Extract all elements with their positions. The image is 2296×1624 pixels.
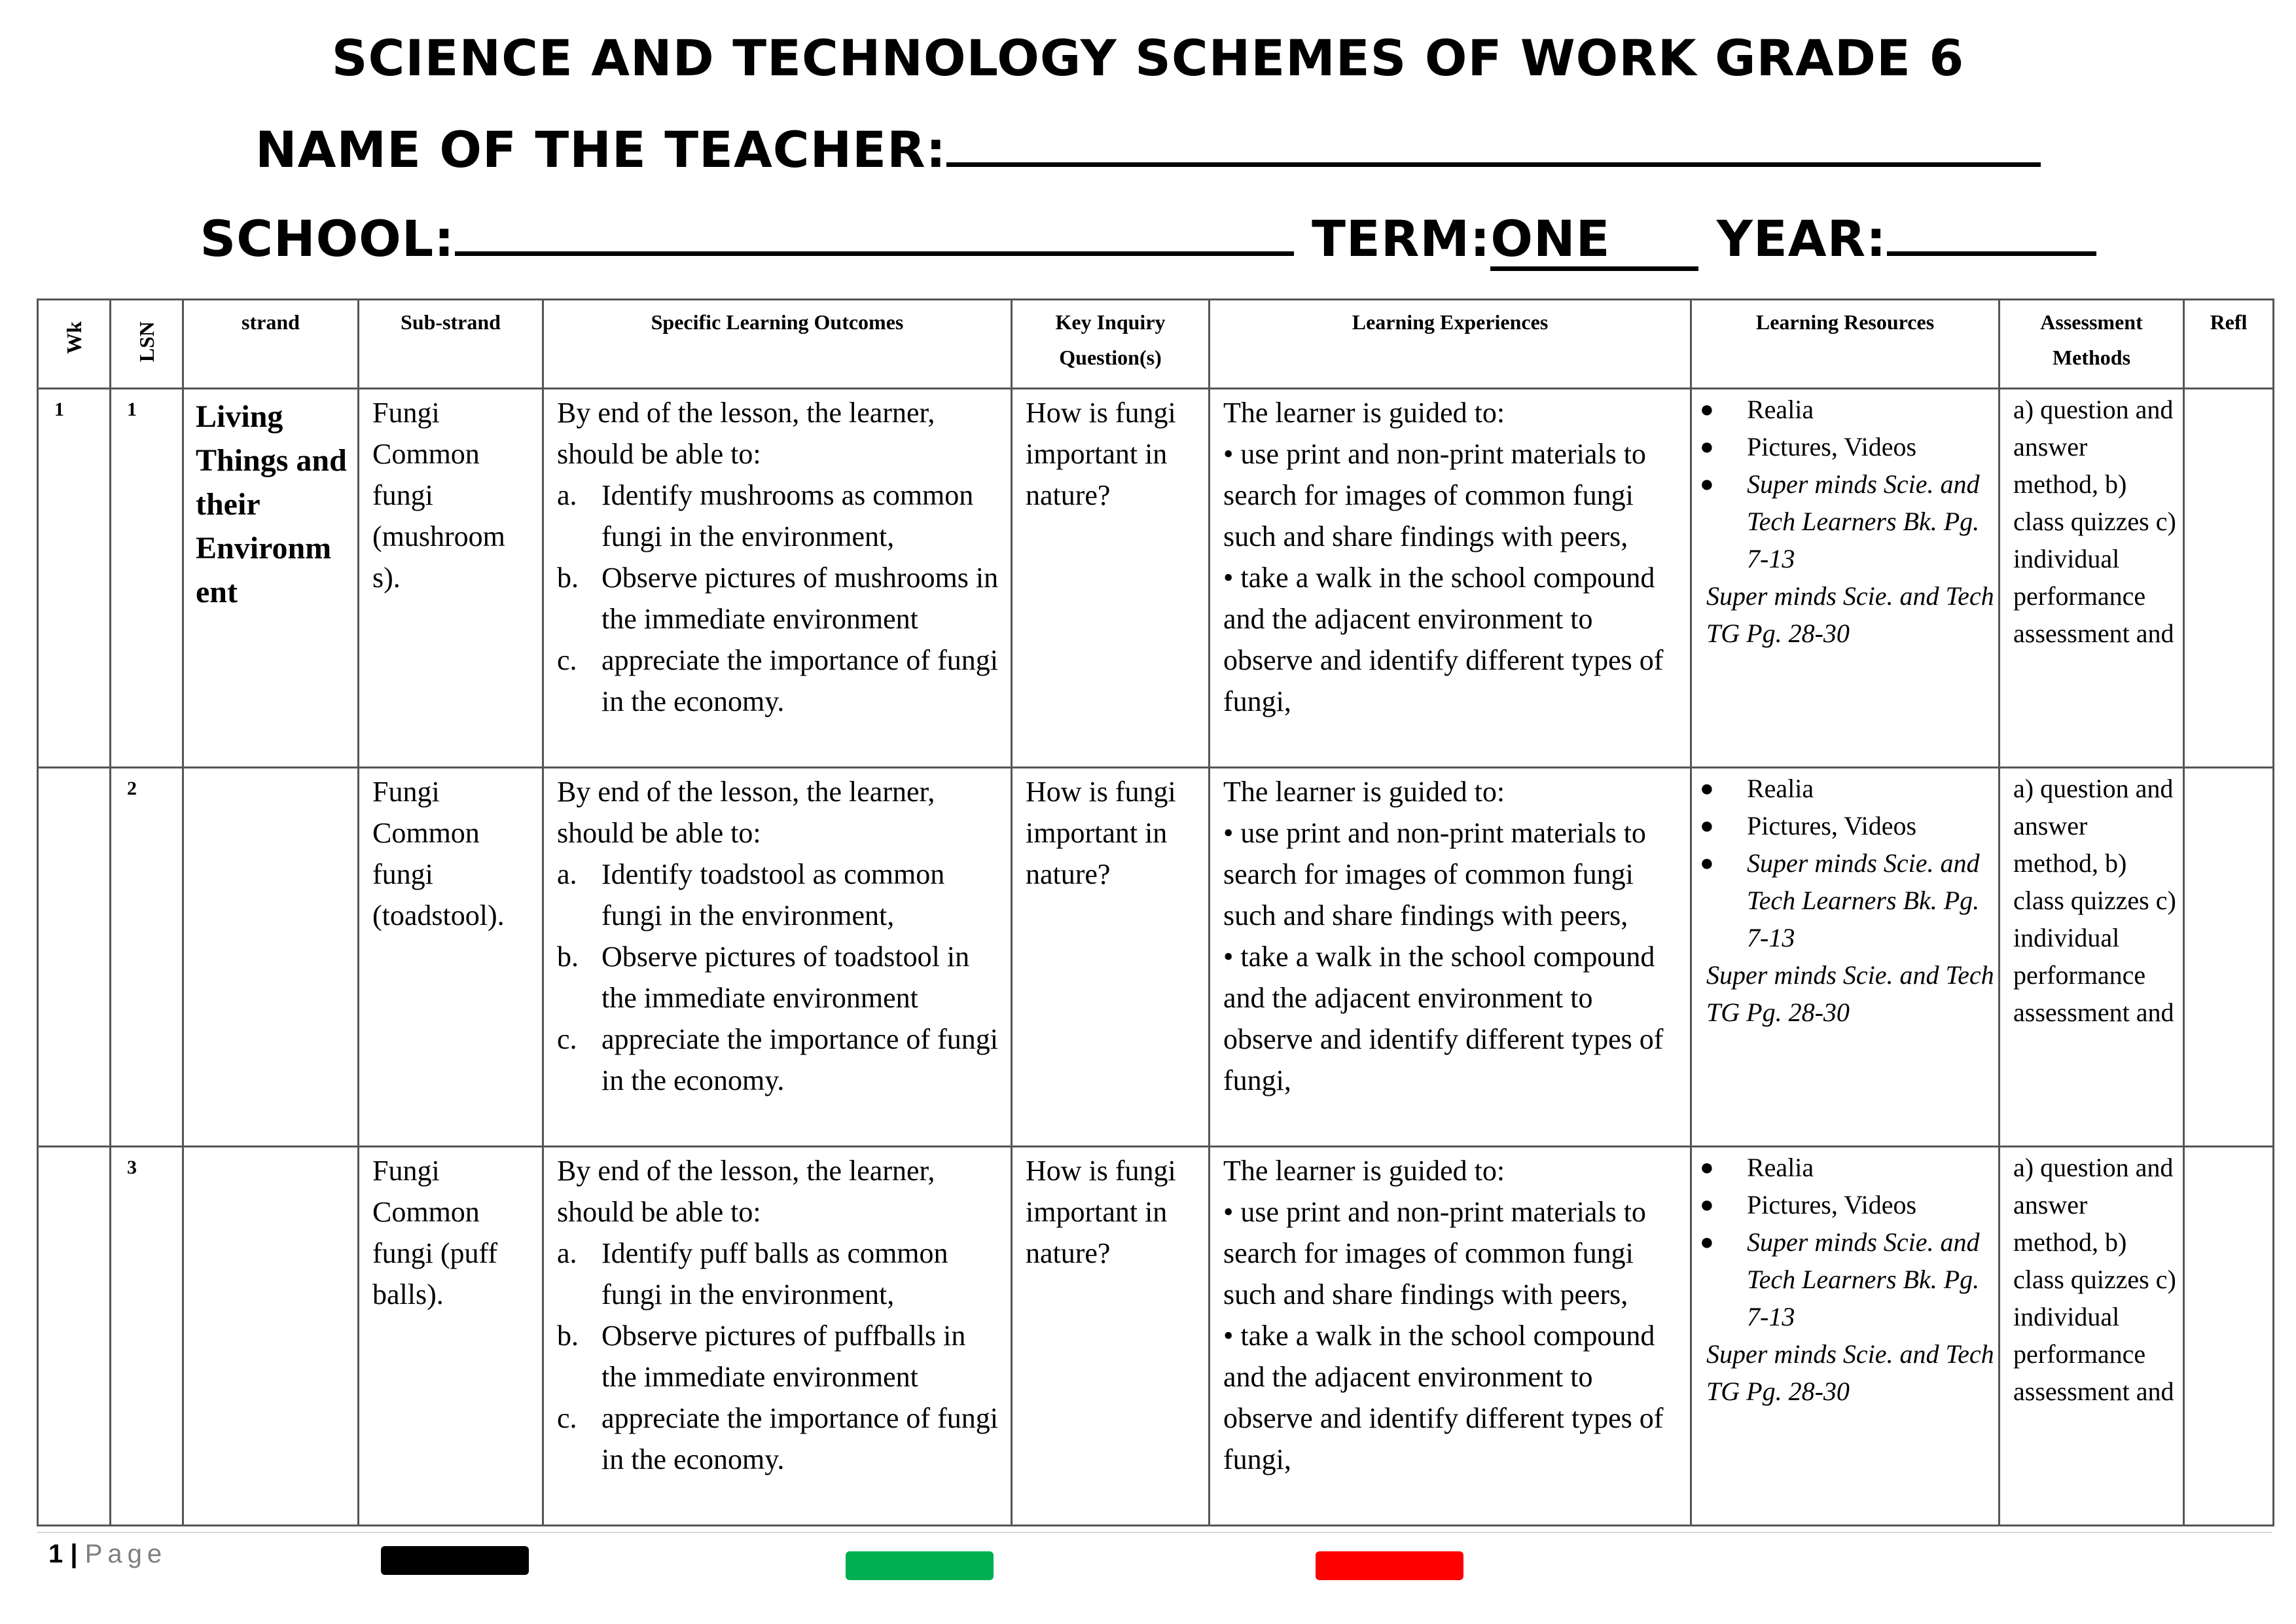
footer-color-bar-black	[381, 1546, 529, 1575]
outcome-text: appreciate the importance of fungi in the economy.	[601, 1402, 998, 1475]
inquiry-question-cell: How is fungi important in nature?	[1012, 768, 1210, 1147]
bullet-icon: ●	[1700, 775, 1714, 801]
teacher-line	[0, 119, 2296, 179]
resources-cell	[1691, 389, 2000, 768]
page-footer	[48, 1540, 167, 1569]
experiences-intro: The learner is guided to:	[1223, 397, 1505, 429]
substrand-cell: Fungi Common fungi (puff balls).	[359, 1147, 543, 1526]
outcome-item	[557, 475, 1005, 557]
resource-item-tg: Super minds Scie. and Tech TG Pg. 28-30	[1706, 1339, 1994, 1406]
footer-color-bar-green	[846, 1551, 994, 1580]
year-label: YEAR:	[1716, 209, 1887, 268]
bullet-icon: ●	[1700, 433, 1714, 460]
resource-item-tg: Super minds Scie. and Tech TG Pg. 28-30	[1706, 960, 1994, 1027]
outcome-text: Observe pictures of puffballs in the immediate environment	[601, 1320, 966, 1393]
substrand-cell: Fungi Common fungi (mushroom s).	[359, 389, 543, 768]
outcomes-intro: By end of the lesson, the learner, should be able to:	[557, 397, 935, 470]
week-cell: 1	[38, 389, 111, 768]
outcome-item	[557, 640, 1005, 722]
bullet-icon: ●	[1700, 1191, 1714, 1218]
resource-item: ● Realia	[1697, 391, 1994, 428]
table-row	[38, 768, 2274, 1147]
term-value: ONE	[1490, 214, 1698, 271]
col-header-assessment: Assessment Methods	[2000, 300, 2184, 389]
outcome-item	[557, 557, 1005, 640]
resource-item: ● Pictures, Videos	[1697, 428, 1994, 465]
col-header-resources: Learning Resources	[1691, 300, 2000, 389]
col-header-inquiry: Key Inquiry Question(s)	[1012, 300, 1210, 389]
lesson-cell: 3	[111, 1147, 183, 1526]
assessment-cell: a) question and answer method, b) class quizzes c) individual performance assessment and	[2000, 1147, 2184, 1526]
col-header-strand: strand	[183, 300, 359, 389]
resource-item: ● Realia	[1697, 1149, 1994, 1186]
col-header-outcomes: Specific Learning Outcomes	[543, 300, 1012, 389]
outcome-text: Observe pictures of toadstool in the immediate environment	[601, 941, 970, 1014]
outcome-item	[557, 854, 1005, 936]
outcome-letter: a.	[557, 858, 577, 890]
assessment-cell: a) question and answer method, b) class quizzes c) individual performance assessment and	[2000, 389, 2184, 768]
year-blank	[1887, 208, 2096, 256]
inquiry-question-cell: How is fungi important in nature?	[1012, 389, 1210, 768]
strand-cell	[183, 1147, 359, 1526]
footer-separator: |	[70, 1540, 78, 1568]
table-header-row	[38, 300, 2274, 389]
bullet-icon: ●	[1700, 396, 1714, 422]
outcome-text: appreciate the importance of fungi in the economy.	[601, 1023, 998, 1096]
school-term-year-line	[0, 208, 2296, 271]
outcome-item	[557, 1233, 1005, 1315]
strand-cell: Living Things and their Environm ent	[183, 389, 359, 768]
outcome-letter: b.	[557, 562, 579, 594]
outcome-letter: b.	[557, 941, 579, 973]
experiences-cell	[1210, 768, 1691, 1147]
page-label: Page	[84, 1540, 168, 1568]
outcomes-cell	[543, 389, 1012, 768]
week-cell	[38, 1147, 111, 1526]
teacher-name-blank	[946, 119, 2041, 167]
page-number: 1	[48, 1540, 63, 1568]
experience-item: • use print and non-print materials to search for images of common fungi such and share findings with peers,	[1223, 1196, 1646, 1310]
bullet-icon: ●	[1700, 471, 1714, 497]
outcome-text: Identify mushrooms as common fungi in the environment,	[601, 479, 974, 552]
outcome-text: appreciate the importance of fungi in the economy.	[601, 644, 998, 717]
outcome-letter: a.	[557, 1237, 577, 1269]
outcome-item	[557, 936, 1005, 1019]
inquiry-question-cell: How is fungi important in nature?	[1012, 1147, 1210, 1526]
table-row	[38, 389, 2274, 768]
bullet-icon: ●	[1700, 850, 1714, 876]
outcome-text: Identify toadstool as common fungi in the environment,	[601, 858, 945, 931]
experiences-intro: The learner is guided to:	[1223, 1155, 1505, 1187]
col-header-lsn: LSN	[111, 300, 183, 389]
col-header-experiences: Learning Experiences	[1210, 300, 1691, 389]
outcomes-intro: By end of the lesson, the learner, should be able to:	[557, 1155, 935, 1228]
assessment-cell: a) question and answer method, b) class quizzes c) individual performance assessment and	[2000, 768, 2184, 1147]
resource-item: ● Pictures, Videos	[1697, 807, 1994, 844]
resource-item: ● Super minds Scie. and Tech Learners Bk. Pg. 7-13	[1697, 1223, 1994, 1335]
outcome-item	[557, 1398, 1005, 1480]
outcome-text: Identify puff balls as common fungi in the environment,	[601, 1237, 948, 1310]
outcome-item	[557, 1315, 1005, 1398]
bullet-icon: ●	[1700, 812, 1714, 839]
col-header-reflection: Refl	[2184, 300, 2274, 389]
outcome-letter: b.	[557, 1320, 579, 1352]
strand-cell	[183, 768, 359, 1147]
outcome-item	[557, 1019, 1005, 1101]
outcome-letter: c.	[557, 1023, 577, 1055]
experiences-intro: The learner is guided to:	[1223, 776, 1505, 808]
outcomes-cell	[543, 768, 1012, 1147]
substrand-cell: Fungi Common fungi (toadstool).	[359, 768, 543, 1147]
resource-item: ● Realia	[1697, 770, 1994, 807]
outcome-letter: c.	[557, 644, 577, 676]
school-blank	[455, 208, 1294, 256]
footer-divider	[37, 1532, 2272, 1533]
lesson-cell: 2	[111, 768, 183, 1147]
reflection-cell	[2184, 389, 2274, 768]
resources-cell	[1691, 768, 2000, 1147]
experiences-cell	[1210, 1147, 1691, 1526]
teacher-label: NAME OF THE TEACHER:	[255, 120, 947, 179]
outcome-letter: a.	[557, 479, 577, 511]
resources-cell	[1691, 1147, 2000, 1526]
lesson-cell: 1	[111, 389, 183, 768]
col-header-wk: Wk	[38, 300, 111, 389]
experience-item: • use print and non-print materials to search for images of common fungi such and share findings with peers,	[1223, 817, 1646, 931]
bullet-icon: ●	[1700, 1154, 1714, 1180]
experience-item: • use print and non-print materials to search for images of common fungi such and share findings with peers,	[1223, 438, 1646, 552]
experience-item: • take a walk in the school compound and the adjacent environment to observe and identify different types of fungi,	[1223, 562, 1664, 717]
document-title: SCIENCE AND TECHNOLOGY SCHEMES OF WORK GRADE 6	[331, 29, 1965, 87]
col-header-substrand: Sub-strand	[359, 300, 543, 389]
school-label: SCHOOL:	[200, 209, 455, 268]
bullet-icon: ●	[1700, 1229, 1714, 1255]
outcomes-cell	[543, 1147, 1012, 1526]
resource-item: ● Super minds Scie. and Tech Learners Bk. Pg. 7-13	[1697, 844, 1994, 956]
outcome-letter: c.	[557, 1402, 577, 1434]
resource-item: ● Super minds Scie. and Tech Learners Bk. Pg. 7-13	[1697, 465, 1994, 577]
experiences-cell	[1210, 389, 1691, 768]
reflection-cell	[2184, 1147, 2274, 1526]
reflection-cell	[2184, 768, 2274, 1147]
resource-item: ● Pictures, Videos	[1697, 1186, 1994, 1223]
outcome-text: Observe pictures of mushrooms in the immediate environment	[601, 562, 999, 635]
schemes-of-work-table	[37, 298, 2274, 1526]
experience-item: • take a walk in the school compound and the adjacent environment to observe and identify different types of fungi,	[1223, 1320, 1664, 1475]
resource-item-tg: Super minds Scie. and Tech TG Pg. 28-30	[1706, 581, 1994, 648]
outcomes-intro: By end of the lesson, the learner, should be able to:	[557, 776, 935, 849]
experience-item: • take a walk in the school compound and the adjacent environment to observe and identify different types of fungi,	[1223, 941, 1664, 1096]
week-cell	[38, 768, 111, 1147]
footer-color-bar-red	[1316, 1551, 1463, 1580]
term-label: TERM:	[1312, 209, 1491, 268]
table-row	[38, 1147, 2274, 1526]
